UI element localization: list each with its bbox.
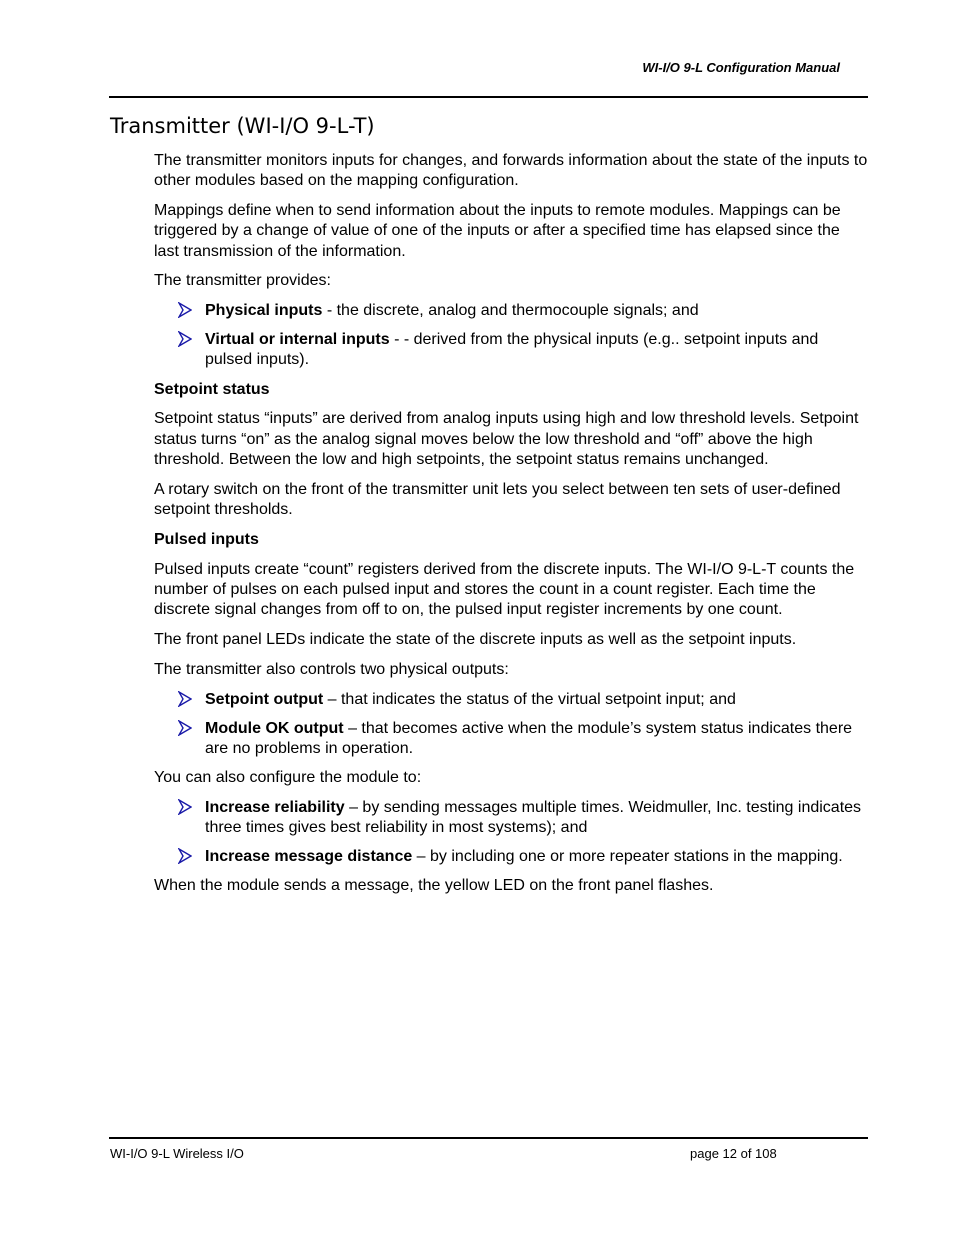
list-item <box>154 798 868 839</box>
paragraph: When the module sends a message, the yellow LED on the front panel flashes. <box>154 877 714 895</box>
paragraph: A rotary switch on the front of the transmitter unit lets you select between ten sets of user-defined setpoint thresholds. <box>154 480 841 519</box>
paragraph: You can also configure the module to: <box>154 769 422 787</box>
list-item-text: – by sending messages multiple times. Weidmuller, Inc. testing indicates three times gives best reliability in most systems); and <box>205 798 862 837</box>
list-item <box>154 330 868 371</box>
paragraph: Setpoint status “inputs” are derived from analog inputs using high and low threshold levels. Setpoint status turns “on” as the analog signal moves below the low threshold and “off” above the high threshold. Between the low and high setpoints, the setpoint status remains unchanged. <box>154 410 859 469</box>
section-title: Transmitter (WI-I/O 9-L-T) <box>110 114 375 138</box>
list-item-term: Module OK output <box>205 719 344 737</box>
footer-doc-title: WI-I/O 9-L Wireless I/O <box>110 1146 244 1161</box>
page-header-title: WI-I/O 9-L Configuration Manual <box>642 60 840 75</box>
outputs-list <box>154 690 868 759</box>
list-item <box>154 301 868 321</box>
paragraph: The front panel LEDs indicate the state of the discrete inputs as well as the setpoint inputs. <box>154 631 797 649</box>
list-item <box>154 847 868 867</box>
list-item <box>154 719 868 760</box>
header-rule <box>109 96 868 98</box>
list-item-text: - - derived from the physical inputs (e.g.. setpoint inputs and pulsed inputs). <box>205 331 819 369</box>
arrow-bullet-icon <box>178 331 192 347</box>
list-item-term: Physical inputs <box>205 302 323 320</box>
arrow-bullet-icon <box>178 720 192 736</box>
footer-rule <box>109 1137 868 1139</box>
configure-list <box>154 798 868 867</box>
section-body <box>154 151 868 906</box>
list-item-text: – that indicates the status of the virtual setpoint input; and <box>323 690 736 708</box>
paragraph: Pulsed inputs create “count” registers derived from the discrete inputs. The WI-I/O 9-L-T counts the number of pulses on each pulsed input and stores the count in a count register. Each time the discrete signal changes from off to on, the pulsed input register increments by one count. <box>154 560 855 619</box>
arrow-bullet-icon <box>178 691 192 707</box>
subheading-pulsed-inputs: Pulsed inputs <box>154 530 259 548</box>
list-item <box>154 690 868 710</box>
list-item-term: Virtual or internal inputs <box>205 331 390 349</box>
list-item-term: Setpoint output <box>205 690 324 708</box>
subheading-setpoint-status: Setpoint status <box>154 380 270 398</box>
arrow-bullet-icon <box>178 302 192 318</box>
arrow-bullet-icon <box>178 799 192 815</box>
paragraph: The transmitter also controls two physical outputs: <box>154 660 509 678</box>
list-item-term: Increase message distance <box>205 848 413 866</box>
list-item-text: – by including one or more repeater stations in the mapping. <box>412 848 843 866</box>
list-item-term: Increase reliability <box>205 798 345 816</box>
provides-list <box>154 301 868 370</box>
paragraph: Mappings define when to send information about the inputs to remote modules. Mappings can be triggered by a change of value of one of the inputs or after a specified time has elapsed since the last transmission of the information. <box>154 202 841 260</box>
arrow-bullet-icon <box>178 848 192 864</box>
paragraph: The transmitter monitors inputs for changes, and forwards information about the state of the inputs to other modules based on the mapping configuration. <box>154 152 868 190</box>
list-item-text: – that becomes active when the module’s system status indicates there are no problems in operation. <box>205 719 853 757</box>
list-item-text: - the discrete, analog and thermocouple signals; and <box>322 302 699 320</box>
paragraph: The transmitter provides: <box>154 272 331 290</box>
footer-page-number: page 12 of 108 <box>690 1146 777 1161</box>
